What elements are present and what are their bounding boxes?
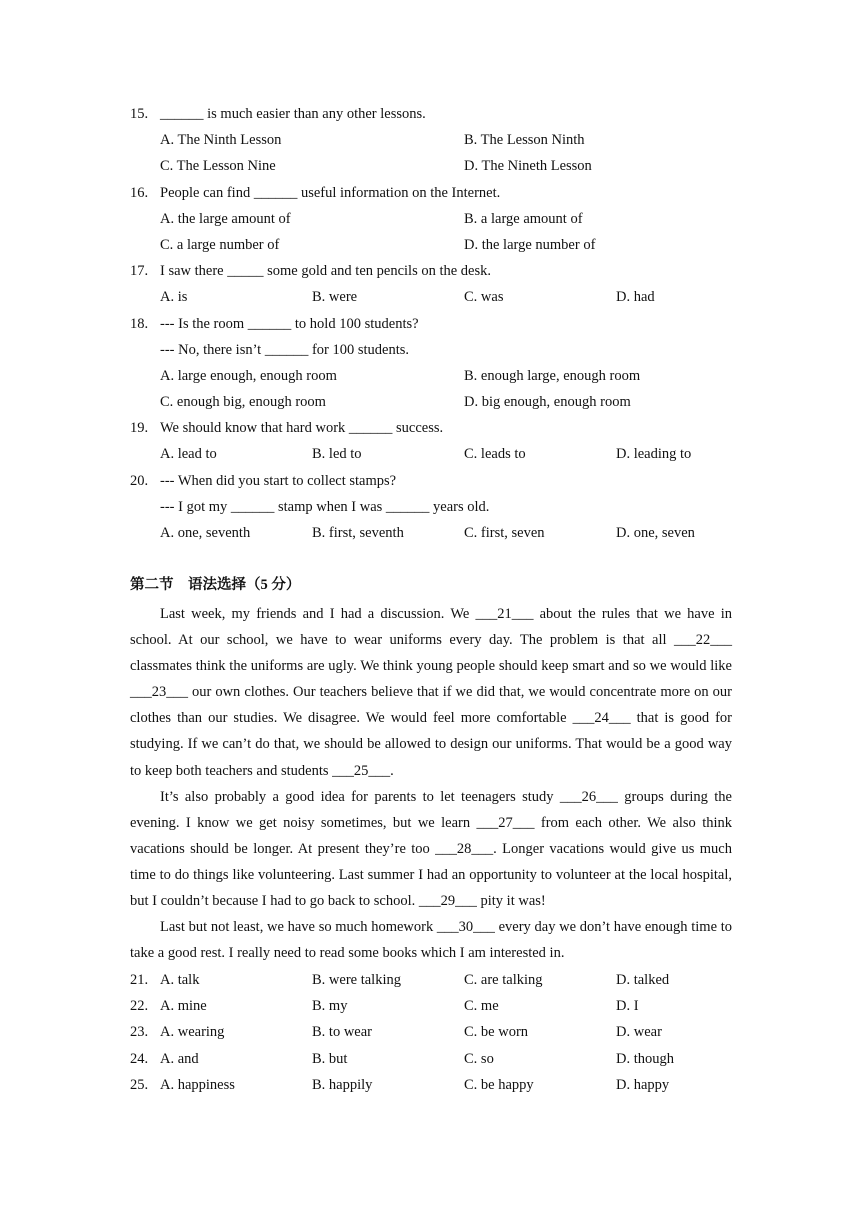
option-b: B. led to xyxy=(312,446,362,463)
option-c: C. are talking xyxy=(464,972,543,988)
option-d: D. I xyxy=(616,998,639,1015)
option-row xyxy=(130,389,740,415)
option-c: C. be worn xyxy=(464,1024,529,1041)
option-c: C. so xyxy=(464,1050,494,1067)
option-c: C. a large number of xyxy=(160,236,280,253)
question-number: 24. xyxy=(130,1050,149,1067)
question-stem-line2 xyxy=(130,494,740,520)
option-d: D. had xyxy=(616,289,655,306)
passage-paragraph: Last but not least, we have so much homework ___30___ every day we don’t have enough time to take a good rest. I really need to read some books which I am interested in. xyxy=(130,919,732,962)
question-number: 19. xyxy=(130,420,149,437)
option-row xyxy=(130,441,740,467)
option-b: B. my xyxy=(312,998,348,1015)
question-number: 25. xyxy=(130,1076,149,1093)
option-c: C. was xyxy=(464,289,504,306)
question-number: 15. xyxy=(130,106,149,122)
question-number: 18. xyxy=(130,315,149,332)
question-text: --- I got my ______ stamp when I was ______ years old. xyxy=(160,498,490,515)
option-c: C. me xyxy=(464,998,499,1015)
question-stem xyxy=(130,468,740,494)
option-d: D. leading to xyxy=(616,446,692,463)
option-b: B. first, seventh xyxy=(312,525,404,541)
option-a: A. is xyxy=(160,289,188,306)
option-b: B. to wear xyxy=(312,1024,372,1041)
question-number: 17. xyxy=(130,263,149,280)
option-row xyxy=(130,206,740,232)
question-text: --- No, there isn’t ______ for 100 students. xyxy=(160,341,410,358)
question-text: ______ is much easier than any other lessons. xyxy=(160,106,426,122)
option-d: D. the large number of xyxy=(464,236,596,253)
option-b: B. were xyxy=(312,289,358,306)
option-b: B. The Lesson Ninth xyxy=(464,132,585,149)
option-a: A. wearing xyxy=(160,1024,225,1041)
option-d: D. talked xyxy=(616,972,670,988)
question-number: 23. xyxy=(130,1024,149,1041)
option-b: B. a large amount of xyxy=(464,210,583,227)
option-row xyxy=(130,127,740,153)
option-row xyxy=(130,363,740,389)
option-row xyxy=(130,232,740,258)
question-text: We should know that hard work ______ success. xyxy=(160,420,444,437)
option-b: B. enough large, enough room xyxy=(464,367,641,384)
passage-paragraph: It’s also probably a good idea for parents to let teenagers study ___26___ groups during the evening. I know we get noisy sometimes, but we learn ___27___ from each other. We also think vacations should be longer. At present they’re too ___28___. Longer vacations would give us much time to do things like volunteering. Last summer I had an opportunity to volunteer at the local hospital, but I couldn’t because I had to go back to school. ___29___ pity it was! xyxy=(130,788,732,910)
option-d: D. The Nineth Lesson xyxy=(464,158,592,175)
option-d: D. wear xyxy=(616,1024,662,1041)
option-row xyxy=(130,993,740,1019)
option-a: A. one, seventh xyxy=(160,525,251,541)
question-number: 20. xyxy=(130,472,149,489)
option-b: B. happily xyxy=(312,1076,373,1093)
option-row xyxy=(130,1019,740,1045)
option-b: B. but xyxy=(312,1050,348,1067)
question-number: 21. xyxy=(130,972,149,988)
option-a: A. mine xyxy=(160,998,207,1015)
option-row xyxy=(130,284,740,310)
question-text: --- Is the room ______ to hold 100 students? xyxy=(160,315,419,332)
passage-paragraph: Last week, my friends and I had a discussion. We ___21___ about the rules that we have in school. At our school, we have to wear uniforms every day. The problem is that all ___22___ classmates think the uniforms are ugly. We think young people should keep smart and so we would like ___23___ our own clothes. Our teachers believe that if we did that, we would concentrate more on our clothes than our studies. We disagree. We would feel more comfortable ___24___ that is good for studying. If we can’t do that, we should be allowed to design our uniforms. That would be a good way to keep both teachers and students ___25___. xyxy=(130,606,732,779)
option-d: D. though xyxy=(616,1050,674,1067)
multiple-choice-section xyxy=(130,101,740,546)
option-d: D. big enough, enough room xyxy=(464,394,631,411)
option-row xyxy=(130,967,740,993)
question-number: 16. xyxy=(130,184,149,201)
question-stem-line2 xyxy=(130,337,740,363)
option-b: B. were talking xyxy=(312,972,401,988)
option-row xyxy=(130,1072,740,1098)
option-row xyxy=(130,1046,740,1072)
option-a: A. The Ninth Lesson xyxy=(160,132,282,149)
grammar-options xyxy=(130,967,740,1098)
question-text: --- When did you start to collect stamps? xyxy=(160,472,397,489)
question-stem xyxy=(130,311,740,337)
question-stem xyxy=(130,180,740,206)
section-title: 第二节 语法选择（5 分） xyxy=(130,577,301,593)
option-a: A. and xyxy=(160,1050,199,1067)
cloze-passage xyxy=(130,601,732,966)
option-c: C. leads to xyxy=(464,446,526,463)
question-stem xyxy=(130,415,740,441)
question-stem xyxy=(130,258,740,284)
option-c: C. be happy xyxy=(464,1076,534,1093)
option-row xyxy=(130,153,740,179)
question-text: I saw there _____ some gold and ten pencils on the desk. xyxy=(160,263,492,280)
option-a: A. lead to xyxy=(160,446,217,463)
question-text: People can find ______ useful information on the Internet. xyxy=(160,184,501,201)
option-a: A. talk xyxy=(160,972,200,988)
option-c: C. first, seven xyxy=(464,525,545,541)
option-row xyxy=(130,520,740,546)
option-d: D. one, seven xyxy=(616,525,695,541)
question-stem xyxy=(130,101,740,127)
question-number: 22. xyxy=(130,998,149,1015)
option-c: C. enough big, enough room xyxy=(160,394,326,411)
option-a: A. happiness xyxy=(160,1076,235,1093)
option-c: C. The Lesson Nine xyxy=(160,158,276,175)
option-d: D. happy xyxy=(616,1076,670,1093)
option-a: A. large enough, enough room xyxy=(160,367,337,384)
option-a: A. the large amount of xyxy=(160,210,291,227)
